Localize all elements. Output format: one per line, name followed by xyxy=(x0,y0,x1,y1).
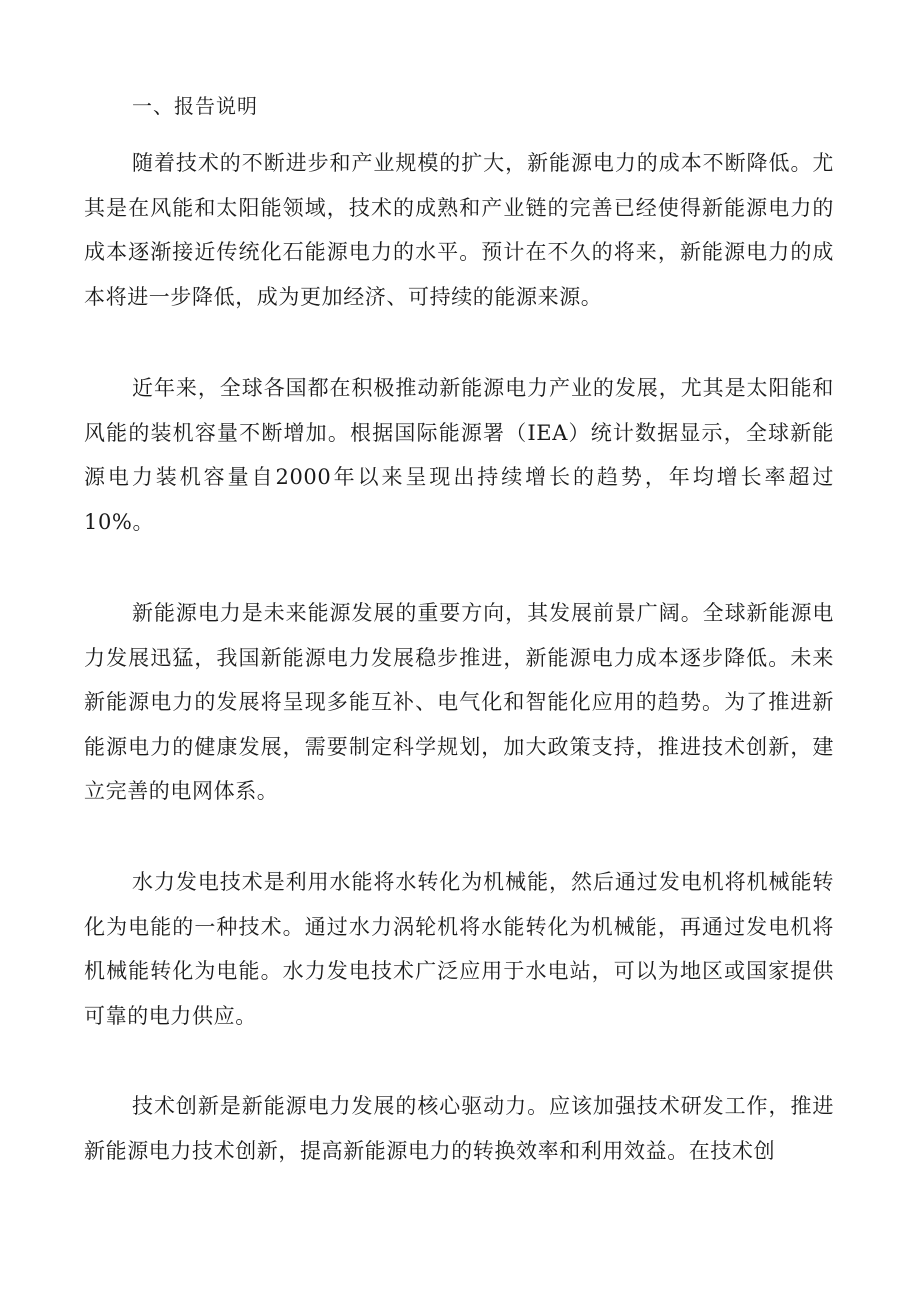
paragraph-innovation: 技术创新是新能源电力发展的核心驱动力。应该加强技术研发工作，推进新能源电力技术创新，提高新能源电力的转换效率和利用效益。在技术创 xyxy=(84,1094,834,1163)
paragraph-development-outlook: 新能源电力是未来能源发展的重要方向，其发展前景广阔。全球新能源电力发展迅猛，我国新能源电力发展稳步推进，新能源电力成本逐步降低。未来新能源电力的发展将呈现多能互补、电气化和智能化应用的趋势。为了推进新能源电力的健康发展，需要制定科学规划，加大政策支持，推进技术创新，建立完善的电网体系。 xyxy=(84,601,834,803)
paragraph-global-growth: 近年来，全球各国都在积极推动新能源电力产业的发展，尤其是太阳能和风能的装机容量不断增加。根据国际能源署（IEA）统计数据显示，全球新能源电力装机容量自2000年以来呈现出持续增长的趋势，年均增长率超过10%。 xyxy=(84,376,834,534)
paragraph-hydropower: 水力发电技术是利用水能将水转化为机械能，然后通过发电机将机械能转化为电能的一种技术。通过水力涡轮机将水能转化为机械能，再通过发电机将机械能转化为电能。水力发电技术广泛应用于水电站，可以为地区或国家提供可靠的电力供应。 xyxy=(84,870,834,1028)
paragraph-cost-reduction: 随着技术的不断进步和产业规模的扩大，新能源电力的成本不断降低。尤其是在风能和太阳能领域，技术的成熟和产业链的完善已经使得新能源电力的成本逐渐接近传统化石能源电力的水平。预计在不久的将来，新能源电力的成本将进一步降低，成为更加经济、可持续的能源来源。 xyxy=(84,151,834,309)
section-heading: 一、报告说明 xyxy=(132,94,258,118)
